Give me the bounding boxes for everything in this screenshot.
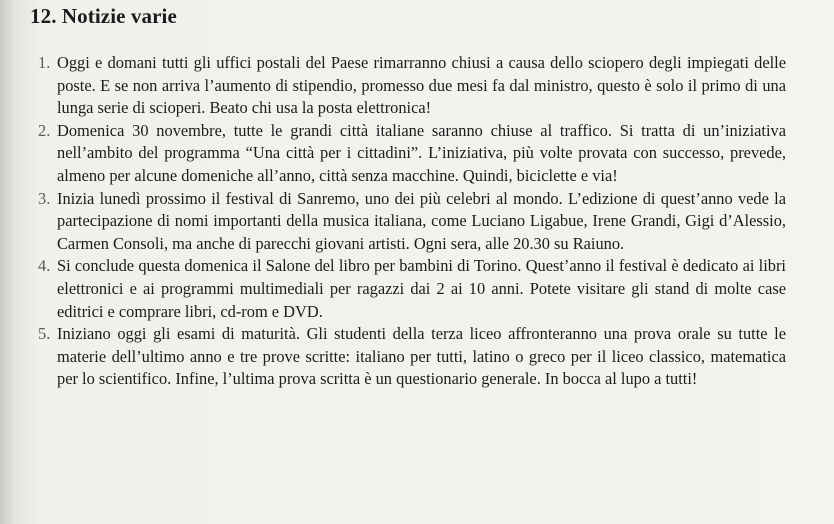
news-item-4 — [38, 255, 786, 323]
item-number: 4. — [38, 256, 51, 276]
item-text: Inizia lunedì prossimo il festival di Sanremo, uno dei più celebri al mondo. L’edizione di quest’anno vede la partecipazione di nomi importanti della musica italiana, come Luciano Ligabue, Irene Grandi, Gigi d’Alessio, Carmen Consoli, ma anche di parecchi giovani artisti. Ogni sera, alle 20.30 su Raiuno. — [57, 188, 786, 253]
news-item-2 — [38, 120, 786, 188]
news-item-1 — [38, 52, 786, 120]
item-text: Si conclude questa domenica il Salone del libro per bambini di Torino. Quest’anno il festival è dedicato ai libri elettronici e ai programmi multimediali per ragazzi dai 2 ai 10 anni. Potete visitare gli stand di molte case editrici e comprare libri, cd-rom e DVD. — [57, 256, 786, 321]
item-text: Domenica 30 novembre, tutte le grandi città italiane saranno chiuse al traffico. Si tratta di un’iniziativa nell’ambito del programma “Una città per i cittadini”. L’iniziativa, più volte provata con successo, prevede, almeno per alcune domeniche all’anno, città senza macchine. Quindi, biciclette e via! — [57, 120, 786, 185]
item-number: 5. — [38, 324, 51, 344]
item-text: Oggi e domani tutti gli uffici postali del Paese rimarranno chiusi a causa dello sciopero degli impiegati delle poste. E se non arriva l’aumento di stipendio, promesso due mesi fa dal ministro, questo è solo il primo di una lunga serie di scioperi. Beato chi usa la posta elettronica! — [57, 53, 786, 118]
section-title: 12. Notizie varie — [30, 4, 177, 28]
item-number: 2. — [38, 120, 51, 140]
news-item-3 — [38, 188, 786, 256]
item-text: Iniziano oggi gli esami di maturità. Gli studenti della terza liceo affronteranno una prova orale su tutte le materie dell’ultimo anno e tre prove scritte: italiano per tutti, latino o greco per il liceo classico, matematica per lo scientifico. Infine, l’ultima prova scritta è un questionario generale. In bocca al lupo a tutti! — [57, 324, 786, 389]
item-number: 1. — [38, 53, 51, 72]
news-item-5 — [38, 323, 786, 391]
news-list — [38, 52, 786, 391]
item-number: 3. — [38, 188, 51, 208]
